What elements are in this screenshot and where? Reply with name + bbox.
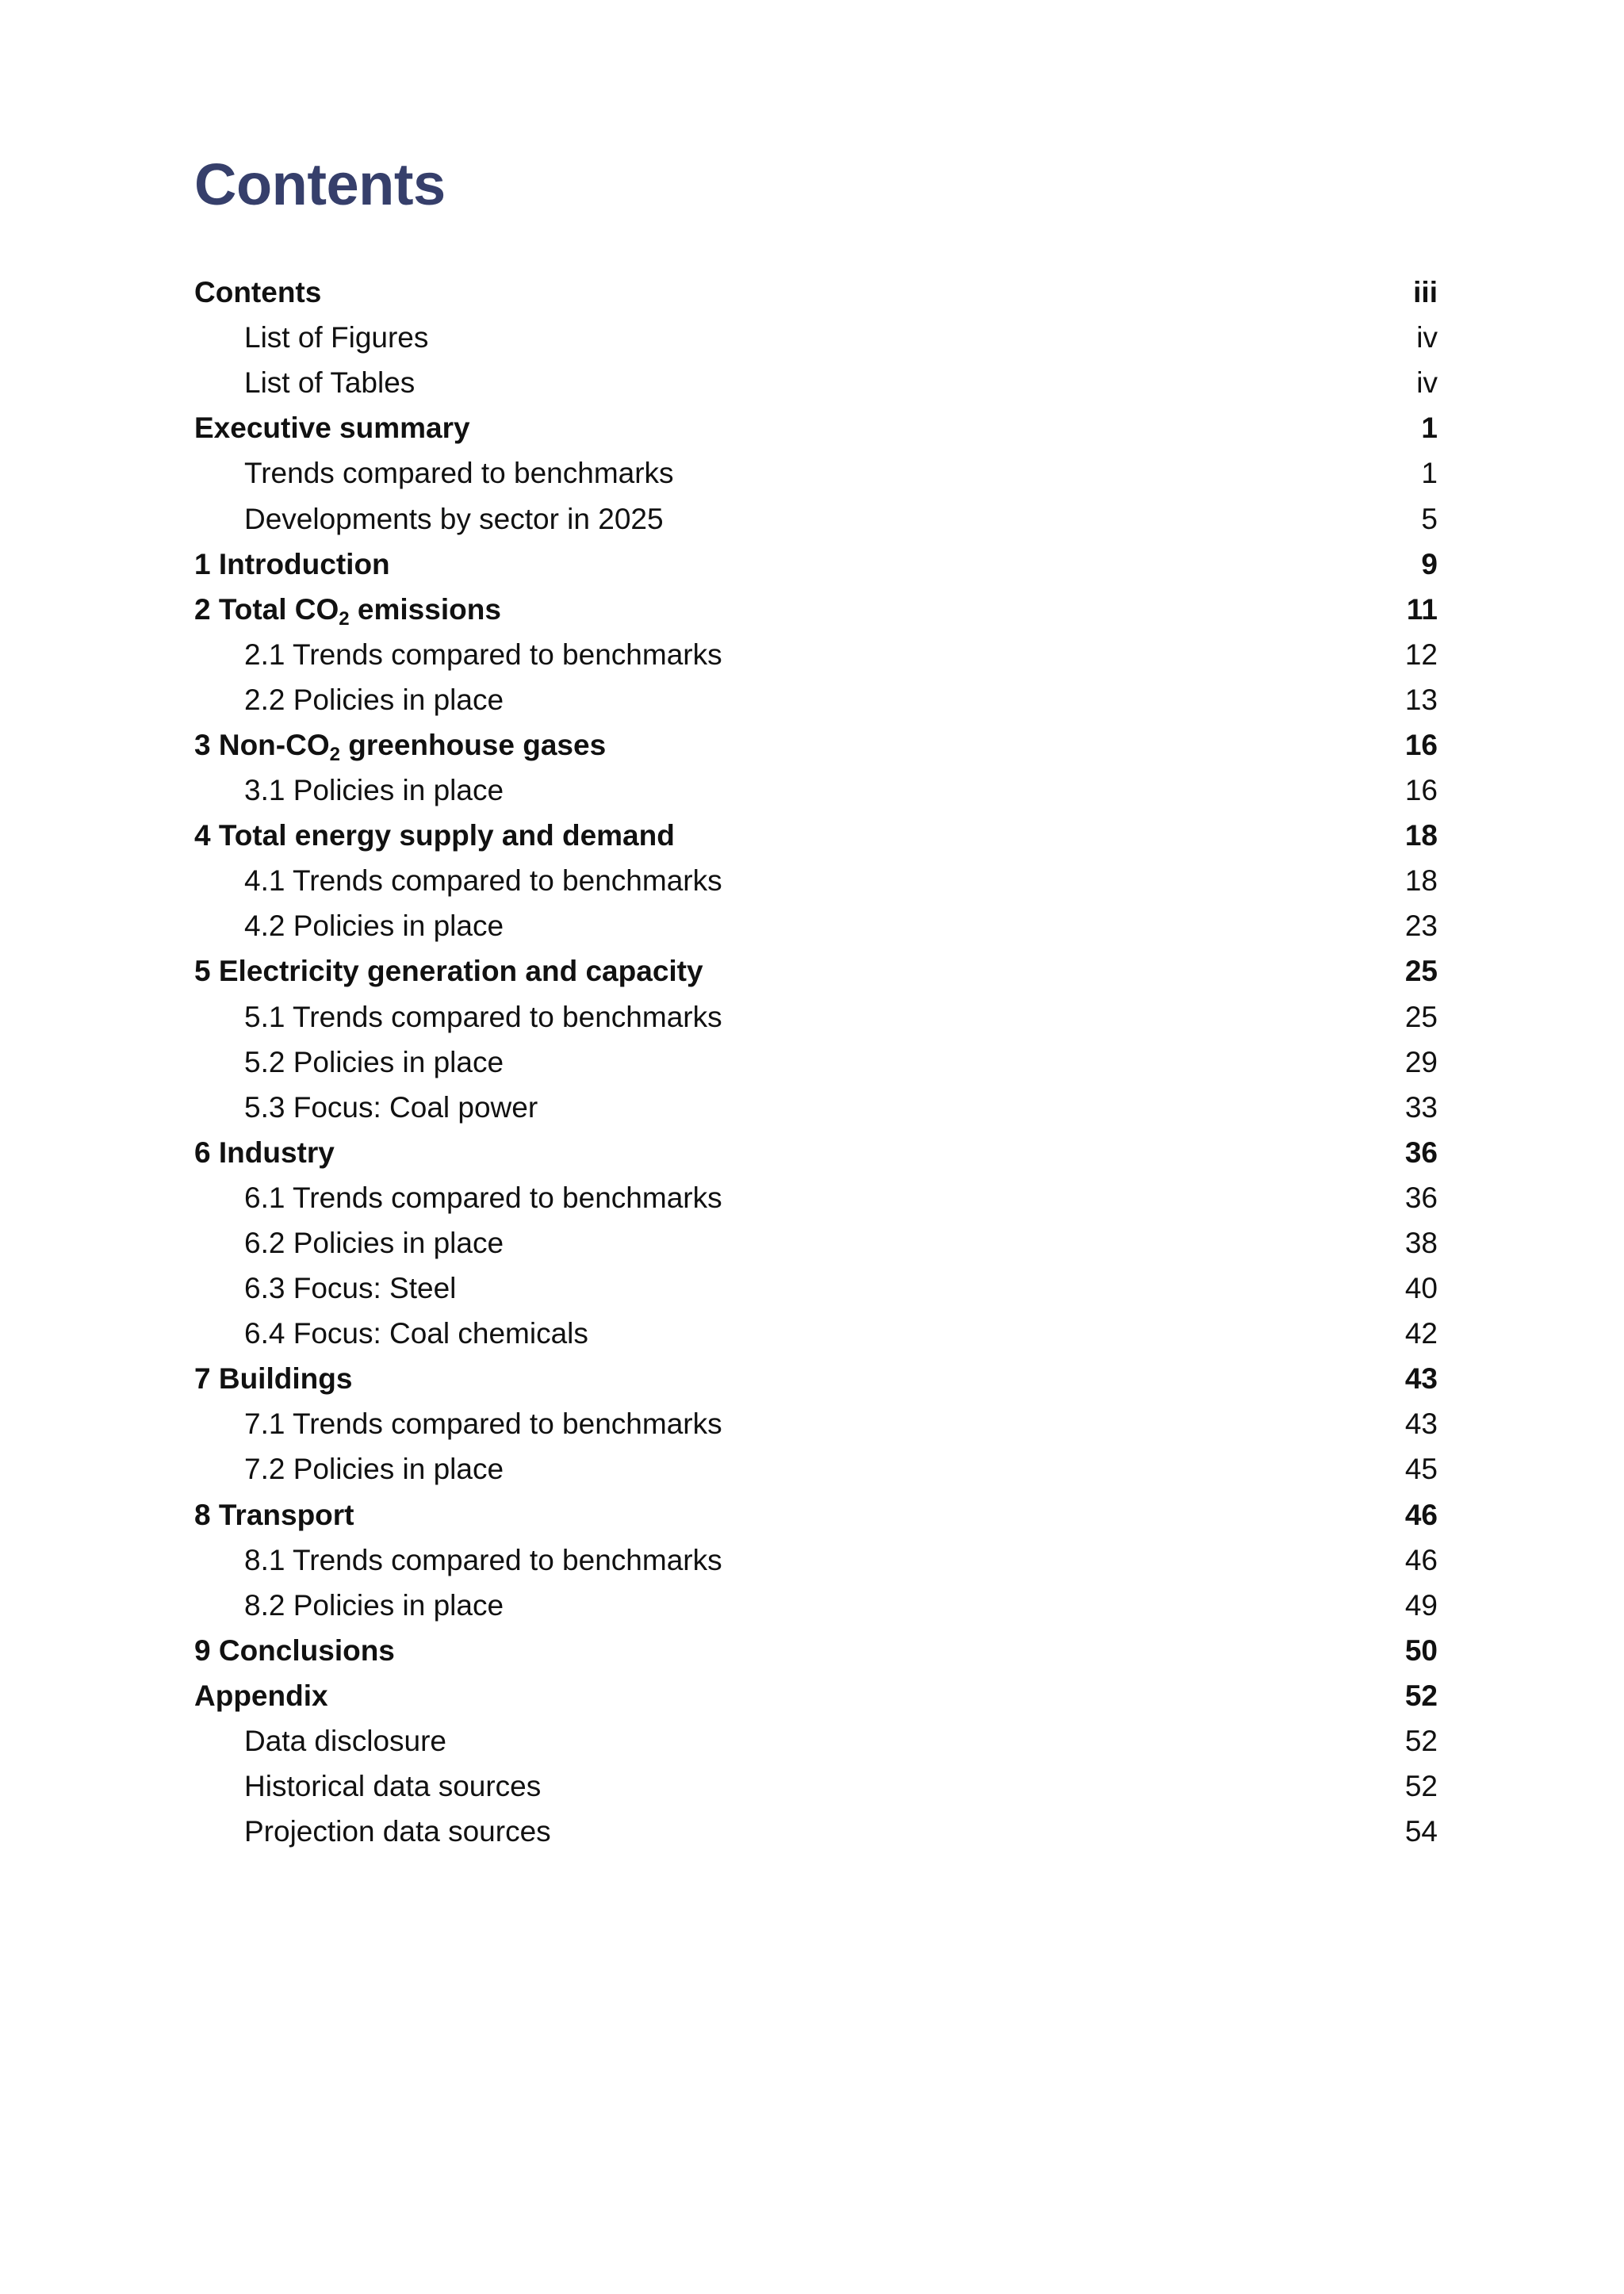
toc-entry-section[interactable]: [194, 542, 1438, 587]
toc-entry-page-number: 18: [1404, 819, 1438, 852]
toc-entry-subsection[interactable]: [194, 315, 1438, 360]
toc-entry-label: 5.3 Focus: Coal power: [244, 1090, 538, 1124]
toc-entry-label: 7.2 Policies in place: [244, 1453, 504, 1486]
toc-entry-page-number: 5: [1421, 502, 1438, 535]
toc-entry-section[interactable]: [194, 1673, 1438, 1718]
toc-entry-subsection[interactable]: [194, 1040, 1438, 1085]
toc-entry-page-number: 52: [1404, 1770, 1438, 1803]
toc-entry-label: 2.2 Policies in place: [244, 683, 504, 716]
toc-entry-section[interactable]: [194, 1130, 1438, 1175]
toc-entry-label: 6 Industry: [194, 1136, 335, 1169]
toc-entry-subsection[interactable]: [194, 1220, 1438, 1266]
toc-entry-label-part: emissions: [349, 592, 501, 626]
toc-entry-label: List of Figures: [244, 321, 429, 354]
toc-entry-subsection[interactable]: [194, 1175, 1438, 1220]
toc-entry-subsection[interactable]: [194, 1718, 1438, 1764]
toc-entry-page-number: iv: [1416, 321, 1438, 354]
toc-entry-subsection[interactable]: [194, 360, 1438, 405]
toc-entry-page-number: 45: [1404, 1453, 1438, 1486]
toc-entry-label: 8.1 Trends compared to benchmarks: [244, 1543, 722, 1576]
toc-entry-page-number: 33: [1404, 1090, 1438, 1124]
toc-entry-subsection[interactable]: [194, 768, 1438, 813]
toc-entry-subsection[interactable]: [194, 1311, 1438, 1356]
toc-entry-subsection[interactable]: [194, 1764, 1438, 1809]
toc-entry-label: Appendix: [194, 1679, 328, 1712]
toc-entry-subsection[interactable]: [194, 632, 1438, 677]
toc-entry-label-subscript: 2: [329, 743, 340, 765]
toc-entry-label: [194, 592, 501, 630]
toc-entry-label: Developments by sector in 2025: [244, 502, 664, 535]
toc-entry-page-number: 36: [1404, 1181, 1438, 1214]
toc-entry-page-number: 9: [1421, 547, 1438, 580]
toc-entry-label: Contents: [194, 276, 322, 309]
toc-entry-page-number: 42: [1404, 1317, 1438, 1350]
toc-entry-subsection[interactable]: [194, 1809, 1438, 1854]
toc-entry-section[interactable]: [194, 587, 1438, 632]
toc-entry-page-number: 25: [1404, 1000, 1438, 1033]
page-title: Contents: [194, 151, 446, 217]
toc-entry-page-number: 46: [1404, 1498, 1438, 1531]
table-of-contents: [194, 270, 1438, 1854]
toc-entry-section[interactable]: [194, 405, 1438, 450]
toc-entry-label: List of Tables: [244, 366, 416, 400]
toc-entry-subsection[interactable]: [194, 903, 1438, 948]
toc-entry-page-number: 43: [1404, 1362, 1438, 1396]
toc-entry-label: Executive summary: [194, 412, 470, 445]
toc-entry-subsection[interactable]: [194, 496, 1438, 541]
toc-entry-subsection[interactable]: [194, 1446, 1438, 1492]
toc-entry-page-number: 18: [1404, 864, 1438, 898]
toc-entry-label: 1 Introduction: [194, 547, 390, 580]
toc-entry-label-subscript: 2: [339, 607, 350, 630]
toc-entry-page-number: 16: [1404, 728, 1438, 761]
toc-entry-page-number: 52: [1404, 1725, 1438, 1758]
toc-entry-section[interactable]: [194, 948, 1438, 994]
toc-entry-section[interactable]: [194, 1492, 1438, 1538]
toc-entry-section[interactable]: [194, 1628, 1438, 1673]
toc-entry-page-number: 36: [1404, 1136, 1438, 1169]
toc-entry-page-number: 12: [1404, 638, 1438, 671]
toc-entry-section[interactable]: [194, 722, 1438, 768]
toc-entry-label: Data disclosure: [244, 1725, 447, 1758]
toc-entry-subsection[interactable]: [194, 1085, 1438, 1130]
toc-entry-page-number: 16: [1404, 774, 1438, 807]
toc-entry-label: 6.2 Policies in place: [244, 1227, 504, 1260]
toc-entry-page-number: 29: [1404, 1045, 1438, 1078]
toc-entry-label: Historical data sources: [244, 1770, 542, 1803]
toc-entry-subsection[interactable]: [194, 994, 1438, 1040]
toc-entry-page-number: iv: [1416, 366, 1438, 400]
toc-entry-label: 3.1 Policies in place: [244, 774, 504, 807]
toc-entry-label: 2.1 Trends compared to benchmarks: [244, 638, 722, 671]
toc-entry-label: 6.1 Trends compared to benchmarks: [244, 1181, 722, 1214]
toc-entry-page-number: iii: [1413, 276, 1438, 309]
toc-entry-page-number: 13: [1404, 683, 1438, 716]
toc-entry-page-number: 52: [1404, 1679, 1438, 1712]
toc-entry-label: 9 Conclusions: [194, 1633, 395, 1667]
toc-entry-label: 6.3 Focus: Steel: [244, 1272, 457, 1305]
toc-entry-subsection[interactable]: [194, 858, 1438, 903]
toc-entry-label-part: greenhouse gases: [339, 728, 607, 761]
toc-entry-page-number: 1: [1421, 457, 1438, 490]
toc-entry-label-part: 2 Total CO: [194, 592, 339, 626]
toc-entry-label: Trends compared to benchmarks: [244, 457, 674, 490]
toc-entry-label: 5 Electricity generation and capacity: [194, 955, 703, 988]
toc-entry-page-number: 25: [1404, 955, 1438, 988]
toc-entry-section[interactable]: [194, 270, 1438, 315]
toc-entry-label: 5.1 Trends compared to benchmarks: [244, 1000, 722, 1033]
toc-entry-page-number: 23: [1404, 910, 1438, 943]
toc-entry-label: 4.2 Policies in place: [244, 910, 504, 943]
toc-entry-section[interactable]: [194, 1356, 1438, 1401]
toc-entry-label: Projection data sources: [244, 1815, 551, 1848]
toc-entry-label: 4 Total energy supply and demand: [194, 819, 675, 852]
toc-entry-subsection[interactable]: [194, 677, 1438, 722]
toc-entry-page-number: 11: [1406, 592, 1438, 626]
toc-entry-subsection[interactable]: [194, 1266, 1438, 1311]
toc-entry-page-number: 38: [1404, 1227, 1438, 1260]
toc-entry-label: 5.2 Policies in place: [244, 1045, 504, 1078]
toc-entry-label: 7 Buildings: [194, 1362, 353, 1396]
toc-entry-page-number: 40: [1404, 1272, 1438, 1305]
toc-entry-label: 4.1 Trends compared to benchmarks: [244, 864, 722, 898]
toc-entry-subsection[interactable]: [194, 1583, 1438, 1628]
toc-entry-label: 6.4 Focus: Coal chemicals: [244, 1317, 588, 1350]
toc-entry-label-part: 3 Non-CO: [194, 728, 330, 761]
toc-entry-page-number: 1: [1421, 412, 1438, 445]
toc-entry-label: 8.2 Policies in place: [244, 1588, 504, 1622]
toc-entry-page-number: 54: [1404, 1815, 1438, 1848]
toc-entry-subsection[interactable]: [194, 1538, 1438, 1583]
toc-entry-label: 8 Transport: [194, 1498, 354, 1531]
toc-entry-subsection[interactable]: [194, 450, 1438, 496]
toc-entry-label: [194, 728, 607, 765]
toc-entry-label: 7.1 Trends compared to benchmarks: [244, 1407, 722, 1441]
toc-entry-page-number: 46: [1404, 1543, 1438, 1576]
toc-entry-page-number: 49: [1404, 1588, 1438, 1622]
toc-entry-page-number: 50: [1404, 1633, 1438, 1667]
toc-entry-section[interactable]: [194, 813, 1438, 858]
toc-entry-subsection[interactable]: [194, 1401, 1438, 1446]
toc-entry-page-number: 43: [1404, 1407, 1438, 1441]
